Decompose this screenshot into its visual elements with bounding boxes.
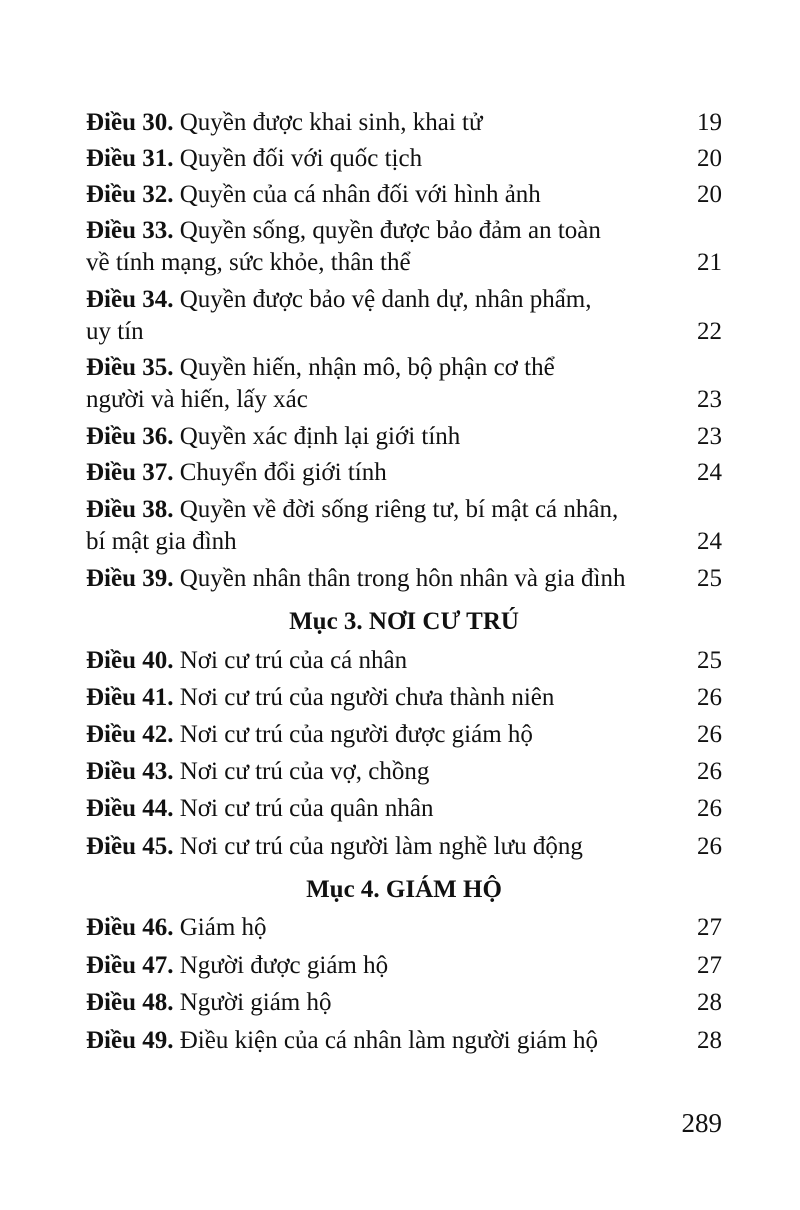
toc-entry <box>86 719 722 751</box>
toc-entry <box>86 1025 722 1057</box>
entry-title-continued: uy tín <box>86 318 144 345</box>
entry-title: Người được giám hộ <box>179 952 389 979</box>
entry-label: Điều 43. <box>86 758 174 785</box>
entry-title: Quyền hiến, nhận mô, bộ phận cơ thể <box>179 354 555 381</box>
entry-title-continued: về tính mạng, sức khỏe, thân thể <box>86 249 411 276</box>
entry-page: 23 <box>697 423 722 450</box>
toc-entry <box>86 831 722 863</box>
entry-label: Điều 46. <box>86 914 174 941</box>
entry-page: 27 <box>697 952 722 979</box>
entry-title: Quyền được bảo vệ danh dự, nhân phẩm, <box>179 286 592 313</box>
entry-page: 27 <box>697 914 722 941</box>
entry-label: Điều 40. <box>86 647 174 674</box>
entry-title-continued: bí mật gia đình <box>86 528 237 555</box>
entry-page: 28 <box>697 1027 722 1054</box>
entry-page: 26 <box>697 795 722 822</box>
entry-title: Nơi cư trú của người chưa thành niên <box>179 684 555 711</box>
entry-label: Điều 45. <box>86 833 174 860</box>
toc-entry <box>86 215 722 279</box>
toc-entry <box>86 950 722 982</box>
toc-entry <box>86 284 722 348</box>
entry-label: Điều 30. <box>86 109 174 136</box>
toc-entry <box>86 912 722 944</box>
entry-page: 24 <box>697 528 722 555</box>
entry-page: 20 <box>697 145 722 172</box>
entry-title: Nơi cư trú của vợ, chồng <box>179 758 430 785</box>
entry-label: Điều 39. <box>86 565 174 592</box>
toc-entry <box>86 756 722 788</box>
entry-label: Điều 49. <box>86 1027 174 1054</box>
entry-title: Nơi cư trú của người làm nghề lưu động <box>179 833 583 860</box>
page-number: 289 <box>681 1108 722 1138</box>
section-heading: Mục 4. GIÁM HỘ <box>306 876 502 903</box>
entry-label: Điều 41. <box>86 684 174 711</box>
toc-entry <box>86 179 722 211</box>
toc-entry <box>86 494 722 558</box>
toc-entry <box>86 352 722 416</box>
entry-title: Người giám hộ <box>179 989 332 1016</box>
toc-entry <box>86 645 722 677</box>
entry-label: Điều 36. <box>86 423 174 450</box>
entry-page: 21 <box>697 249 722 276</box>
entry-title: Nơi cư trú của cá nhân <box>179 647 408 674</box>
entry-title-continued: người và hiến, lấy xác <box>86 386 308 413</box>
entry-title: Quyền sống, quyền được bảo đảm an toàn <box>179 217 601 244</box>
entry-title: Chuyển đổi giới tính <box>179 459 387 486</box>
entry-title: Quyền nhân thân trong hôn nhân và gia đình <box>179 565 626 592</box>
entry-label: Điều 47. <box>86 952 174 979</box>
entry-label: Điều 34. <box>86 286 174 313</box>
entry-label: Điều 32. <box>86 181 174 208</box>
entry-title: Quyền của cá nhân đối với hình ảnh <box>179 181 541 208</box>
entry-label: Điều 33. <box>86 217 174 244</box>
entry-label: Điều 35. <box>86 354 174 381</box>
entry-label: Điều 31. <box>86 145 174 172</box>
entry-title: Nơi cư trú của quân nhân <box>179 795 434 822</box>
entry-page: 25 <box>697 647 722 674</box>
entry-label: Điều 38. <box>86 496 174 523</box>
toc-entry <box>86 457 722 489</box>
entry-page: 26 <box>697 758 722 785</box>
entry-page: 23 <box>697 386 722 413</box>
entry-page: 24 <box>697 459 722 486</box>
entry-title: Quyền được khai sinh, khai tử <box>179 109 483 136</box>
section-heading: Mục 3. NƠI CƯ TRÚ <box>289 608 519 635</box>
entry-title: Giám hộ <box>179 914 267 941</box>
toc-entry <box>86 682 722 714</box>
entry-label: Điều 48. <box>86 989 174 1016</box>
entry-page: 26 <box>697 684 722 711</box>
toc-entry <box>86 107 722 139</box>
entry-title: Quyền về đời sống riêng tư, bí mật cá nhân, <box>179 496 619 523</box>
toc-entry <box>86 563 722 595</box>
entry-page: 28 <box>697 989 722 1016</box>
toc-entry <box>86 143 722 175</box>
entry-label: Điều 42. <box>86 721 174 748</box>
entry-label: Điều 37. <box>86 459 174 486</box>
entry-page: 26 <box>697 833 722 860</box>
entry-title: Điều kiện của cá nhân làm người giám hộ <box>179 1027 599 1054</box>
toc-entry <box>86 793 722 825</box>
entry-title: Nơi cư trú của người được giám hộ <box>179 721 533 748</box>
entry-page: 22 <box>697 318 722 345</box>
entry-page: 20 <box>697 181 722 208</box>
entry-label: Điều 44. <box>86 795 174 822</box>
entry-title: Quyền xác định lại giới tính <box>179 423 461 450</box>
entry-page: 19 <box>697 109 722 136</box>
entry-page: 25 <box>697 565 722 592</box>
toc-entry <box>86 421 722 453</box>
entry-title: Quyền đối với quốc tịch <box>179 145 423 172</box>
entry-page: 26 <box>697 721 722 748</box>
toc-entry <box>86 987 722 1019</box>
